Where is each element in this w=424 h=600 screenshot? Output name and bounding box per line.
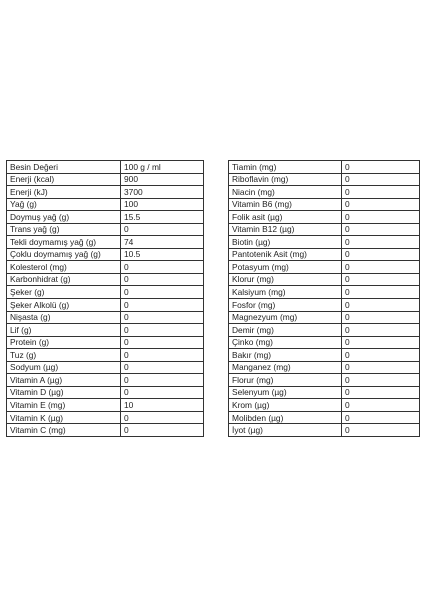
table-row [229, 374, 420, 387]
nutrient-name-cell: Demir (mg) [229, 324, 342, 337]
table-row [7, 399, 204, 412]
nutrient-value-cell: 100 [121, 198, 204, 211]
table-row [229, 324, 420, 337]
nutrient-name-cell: Klorur (mg) [229, 273, 342, 286]
nutrient-value-cell: 0 [342, 299, 420, 312]
nutrient-value-cell: 0 [342, 336, 420, 349]
table-row [229, 424, 420, 437]
nutrient-name-cell: Riboflavin (mg) [229, 173, 342, 186]
table-row [229, 223, 420, 236]
table-row [229, 186, 420, 199]
table-row [7, 424, 204, 437]
nutrient-value-cell: 0 [121, 424, 204, 437]
nutrient-name-cell: Çoklu doymamış yağ (g) [7, 248, 121, 261]
nutrient-name-cell: Molibden (µg) [229, 411, 342, 424]
nutrient-name-cell: Şeker Alkolü (g) [7, 299, 121, 312]
nutrient-name-cell: Enerji (kJ) [7, 186, 121, 199]
nutrient-value-cell: 0 [342, 399, 420, 412]
nutrient-value-cell: 0 [121, 374, 204, 387]
table-row [229, 361, 420, 374]
nutrient-value-cell: 0 [342, 386, 420, 399]
table-row [7, 273, 204, 286]
nutrient-value-cell: 0 [342, 236, 420, 249]
nutrient-name-cell: Doymuş yağ (g) [7, 211, 121, 224]
table-row [7, 386, 204, 399]
nutrient-name-cell: Vitamin B6 (mg) [229, 198, 342, 211]
table-row [229, 386, 420, 399]
nutrient-value-cell: 0 [342, 161, 420, 174]
nutrient-value-cell: 0 [121, 299, 204, 312]
nutrient-value-cell: 0 [342, 424, 420, 437]
table-row [7, 299, 204, 312]
table-row [229, 198, 420, 211]
nutrition-table-left-body [7, 161, 204, 437]
nutrient-name-cell: Pantotenik Asit (mg) [229, 248, 342, 261]
nutrient-value-cell: 0 [121, 386, 204, 399]
nutrient-name-cell: Niacin (mg) [229, 186, 342, 199]
nutrition-table-right [228, 160, 420, 437]
nutrient-name-cell: Kolesterol (mg) [7, 261, 121, 274]
nutrient-name-cell: Vitamin B12 (µg) [229, 223, 342, 236]
nutrient-value-cell: 0 [121, 273, 204, 286]
nutrient-value-cell: 0 [342, 411, 420, 424]
table-row [7, 361, 204, 374]
nutrient-value-cell: 0 [342, 223, 420, 236]
nutrient-name-cell: Tekli doymamış yağ (g) [7, 236, 121, 249]
nutrient-name-cell: Folik asit (µg) [229, 211, 342, 224]
nutrition-table-right-body [229, 161, 420, 437]
nutrient-name-cell: Fosfor (mg) [229, 299, 342, 312]
table-row [7, 173, 204, 186]
nutrient-name-cell: Vitamin E (mg) [7, 399, 121, 412]
nutrient-value-cell: 0 [121, 324, 204, 337]
nutrient-name-cell: Kalsiyum (mg) [229, 286, 342, 299]
table-row [229, 248, 420, 261]
nutrient-value-cell: 0 [342, 198, 420, 211]
nutrient-name-cell: Vitamin C (mg) [7, 424, 121, 437]
nutrient-name-cell: Sodyum (µg) [7, 361, 121, 374]
nutrient-name-cell: Vitamin D (µg) [7, 386, 121, 399]
nutrient-value-cell: 0 [342, 311, 420, 324]
nutrient-name-cell: Magnezyum (mg) [229, 311, 342, 324]
table-row [229, 336, 420, 349]
table-row [7, 324, 204, 337]
table-row [7, 236, 204, 249]
nutrient-value-cell: 10.5 [121, 248, 204, 261]
table-row [7, 286, 204, 299]
table-row [7, 248, 204, 261]
nutrient-value-cell: 0 [121, 286, 204, 299]
nutrient-value-cell: 0 [342, 186, 420, 199]
nutrient-value-cell: 0 [121, 336, 204, 349]
nutrient-value-cell: 0 [342, 261, 420, 274]
nutrient-value-cell: 0 [342, 349, 420, 362]
table-row [7, 374, 204, 387]
nutrient-value-cell: 0 [121, 311, 204, 324]
nutrient-name-cell: Lif (g) [7, 324, 121, 337]
nutrient-name-cell: Nişasta (g) [7, 311, 121, 324]
nutrient-name-cell: İyot (µg) [229, 424, 342, 437]
nutrient-value-cell: 3700 [121, 186, 204, 199]
nutrient-name-cell: Tuz (g) [7, 349, 121, 362]
table-row [229, 311, 420, 324]
nutrient-name-cell: Enerji (kcal) [7, 173, 121, 186]
nutrient-value-cell: 0 [342, 286, 420, 299]
nutrient-value-cell: 74 [121, 236, 204, 249]
table-row [229, 161, 420, 174]
nutrient-name-cell: Yağ (g) [7, 198, 121, 211]
nutrient-value-cell: 0 [342, 324, 420, 337]
table-row [229, 349, 420, 362]
table-row [7, 211, 204, 224]
nutrient-name-cell: Vitamin A (µg) [7, 374, 121, 387]
table-row [229, 236, 420, 249]
nutrient-name-cell: Bakır (mg) [229, 349, 342, 362]
nutrient-name-cell: Krom (µg) [229, 399, 342, 412]
nutrient-value-cell: 0 [342, 374, 420, 387]
nutrient-name-cell: Florur (mg) [229, 374, 342, 387]
table-row [7, 161, 204, 174]
table-row [7, 186, 204, 199]
table-row [7, 311, 204, 324]
table-row [7, 261, 204, 274]
nutrient-value-cell: 900 [121, 173, 204, 186]
table-row [7, 336, 204, 349]
nutrient-value-cell: 0 [121, 361, 204, 374]
nutrient-name-cell: Trans yağ (g) [7, 223, 121, 236]
table-row [229, 211, 420, 224]
nutrient-value-cell: 0 [342, 273, 420, 286]
table-row [229, 411, 420, 424]
nutrient-name-cell: Protein (g) [7, 336, 121, 349]
nutrient-value-cell: 0 [342, 361, 420, 374]
nutrient-name-cell: Karbonhidrat (g) [7, 273, 121, 286]
table-row [229, 261, 420, 274]
nutrient-value-cell: 0 [342, 173, 420, 186]
nutrient-name-cell: Besin Değeri [7, 161, 121, 174]
nutrient-name-cell: Çinko (mg) [229, 336, 342, 349]
nutrient-value-cell: 0 [121, 261, 204, 274]
nutrient-name-cell: Biotin (µg) [229, 236, 342, 249]
table-row [7, 411, 204, 424]
table-row [229, 399, 420, 412]
nutrient-value-cell: 0 [121, 349, 204, 362]
table-row [7, 198, 204, 211]
nutrient-name-cell: Vitamin K (µg) [7, 411, 121, 424]
nutrient-value-cell: 0 [121, 411, 204, 424]
table-row [7, 349, 204, 362]
nutrient-value-cell: 0 [342, 211, 420, 224]
nutrient-name-cell: Potasyum (mg) [229, 261, 342, 274]
nutrient-value-cell: 10 [121, 399, 204, 412]
table-row [229, 286, 420, 299]
nutrient-value-cell: 100 g / ml [121, 161, 204, 174]
nutrient-name-cell: Manganez (mg) [229, 361, 342, 374]
table-row [229, 273, 420, 286]
nutrient-value-cell: 15.5 [121, 211, 204, 224]
nutrition-table-left [6, 160, 204, 437]
nutrient-value-cell: 0 [342, 248, 420, 261]
table-row [7, 223, 204, 236]
nutrient-name-cell: Şeker (g) [7, 286, 121, 299]
nutrient-value-cell: 0 [121, 223, 204, 236]
nutrient-name-cell: Selenyum (µg) [229, 386, 342, 399]
table-row [229, 299, 420, 312]
nutrient-name-cell: Tiamin (mg) [229, 161, 342, 174]
table-row [229, 173, 420, 186]
